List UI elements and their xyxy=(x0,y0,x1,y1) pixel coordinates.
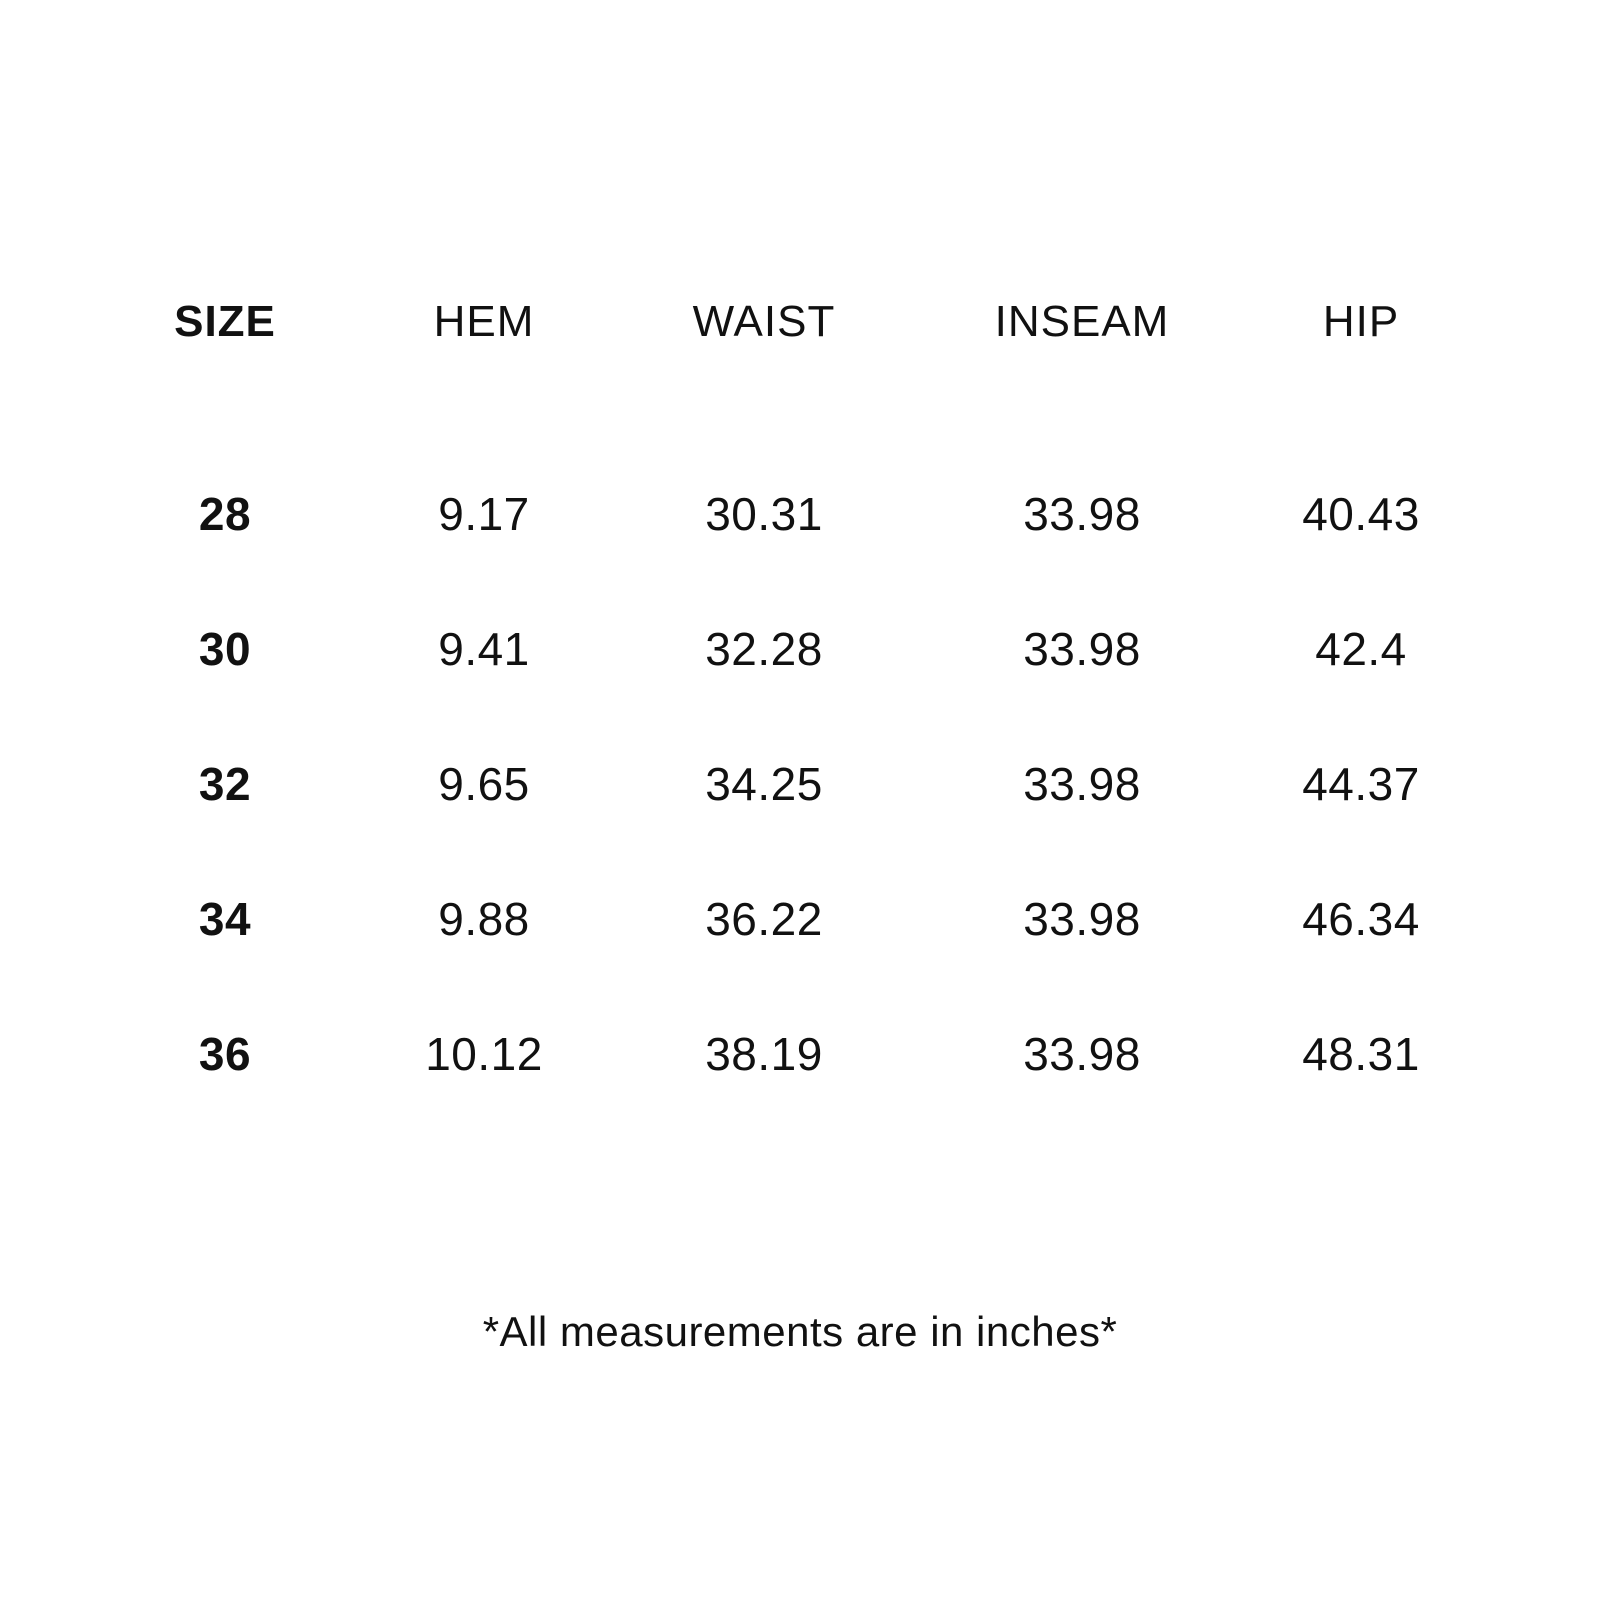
table-row-size-36 xyxy=(100,986,1468,1121)
size-cell: 30 xyxy=(198,622,252,675)
hem-cell: 9.88 xyxy=(438,892,530,945)
inseam-cell: 33.98 xyxy=(1023,622,1141,675)
hip-cell: 46.34 xyxy=(1302,892,1420,945)
hem-cell: 10.12 xyxy=(425,1027,543,1080)
size-cell: 36 xyxy=(198,1027,252,1080)
hip-cell: 40.43 xyxy=(1302,487,1420,540)
table-row-size-28 xyxy=(100,446,1468,581)
table-row-size-34 xyxy=(100,851,1468,986)
table-row-size-32 xyxy=(100,716,1468,851)
size-cell: 34 xyxy=(198,892,252,945)
inseam-cell: 33.98 xyxy=(1023,487,1141,540)
column-header-hem: HEM xyxy=(433,296,535,346)
waist-cell: 32.28 xyxy=(705,622,823,675)
inseam-cell: 33.98 xyxy=(1023,757,1141,810)
table-header-row xyxy=(100,254,1468,389)
table-row-size-30 xyxy=(100,581,1468,716)
hip-cell: 48.31 xyxy=(1302,1027,1420,1080)
waist-cell: 30.31 xyxy=(705,487,823,540)
hem-cell: 9.17 xyxy=(438,487,530,540)
waist-cell: 38.19 xyxy=(705,1027,823,1080)
size-chart-table xyxy=(100,254,1468,1121)
hip-cell: 44.37 xyxy=(1302,757,1420,810)
column-header-hip: HIP xyxy=(1322,296,1400,346)
hem-cell: 9.41 xyxy=(438,622,530,675)
hip-cell: 42.4 xyxy=(1315,622,1407,675)
size-cell: 28 xyxy=(198,487,252,540)
inseam-cell: 33.98 xyxy=(1023,892,1141,945)
measurement-unit-note: *All measurements are in inches* xyxy=(482,1308,1118,1355)
column-header-size: SIZE xyxy=(174,296,276,346)
column-header-waist: WAIST xyxy=(692,296,836,346)
waist-cell: 36.22 xyxy=(705,892,823,945)
column-header-inseam: INSEAM xyxy=(994,296,1170,346)
inseam-cell: 33.98 xyxy=(1023,1027,1141,1080)
waist-cell: 34.25 xyxy=(705,757,823,810)
size-cell: 32 xyxy=(198,757,252,810)
hem-cell: 9.65 xyxy=(438,757,530,810)
